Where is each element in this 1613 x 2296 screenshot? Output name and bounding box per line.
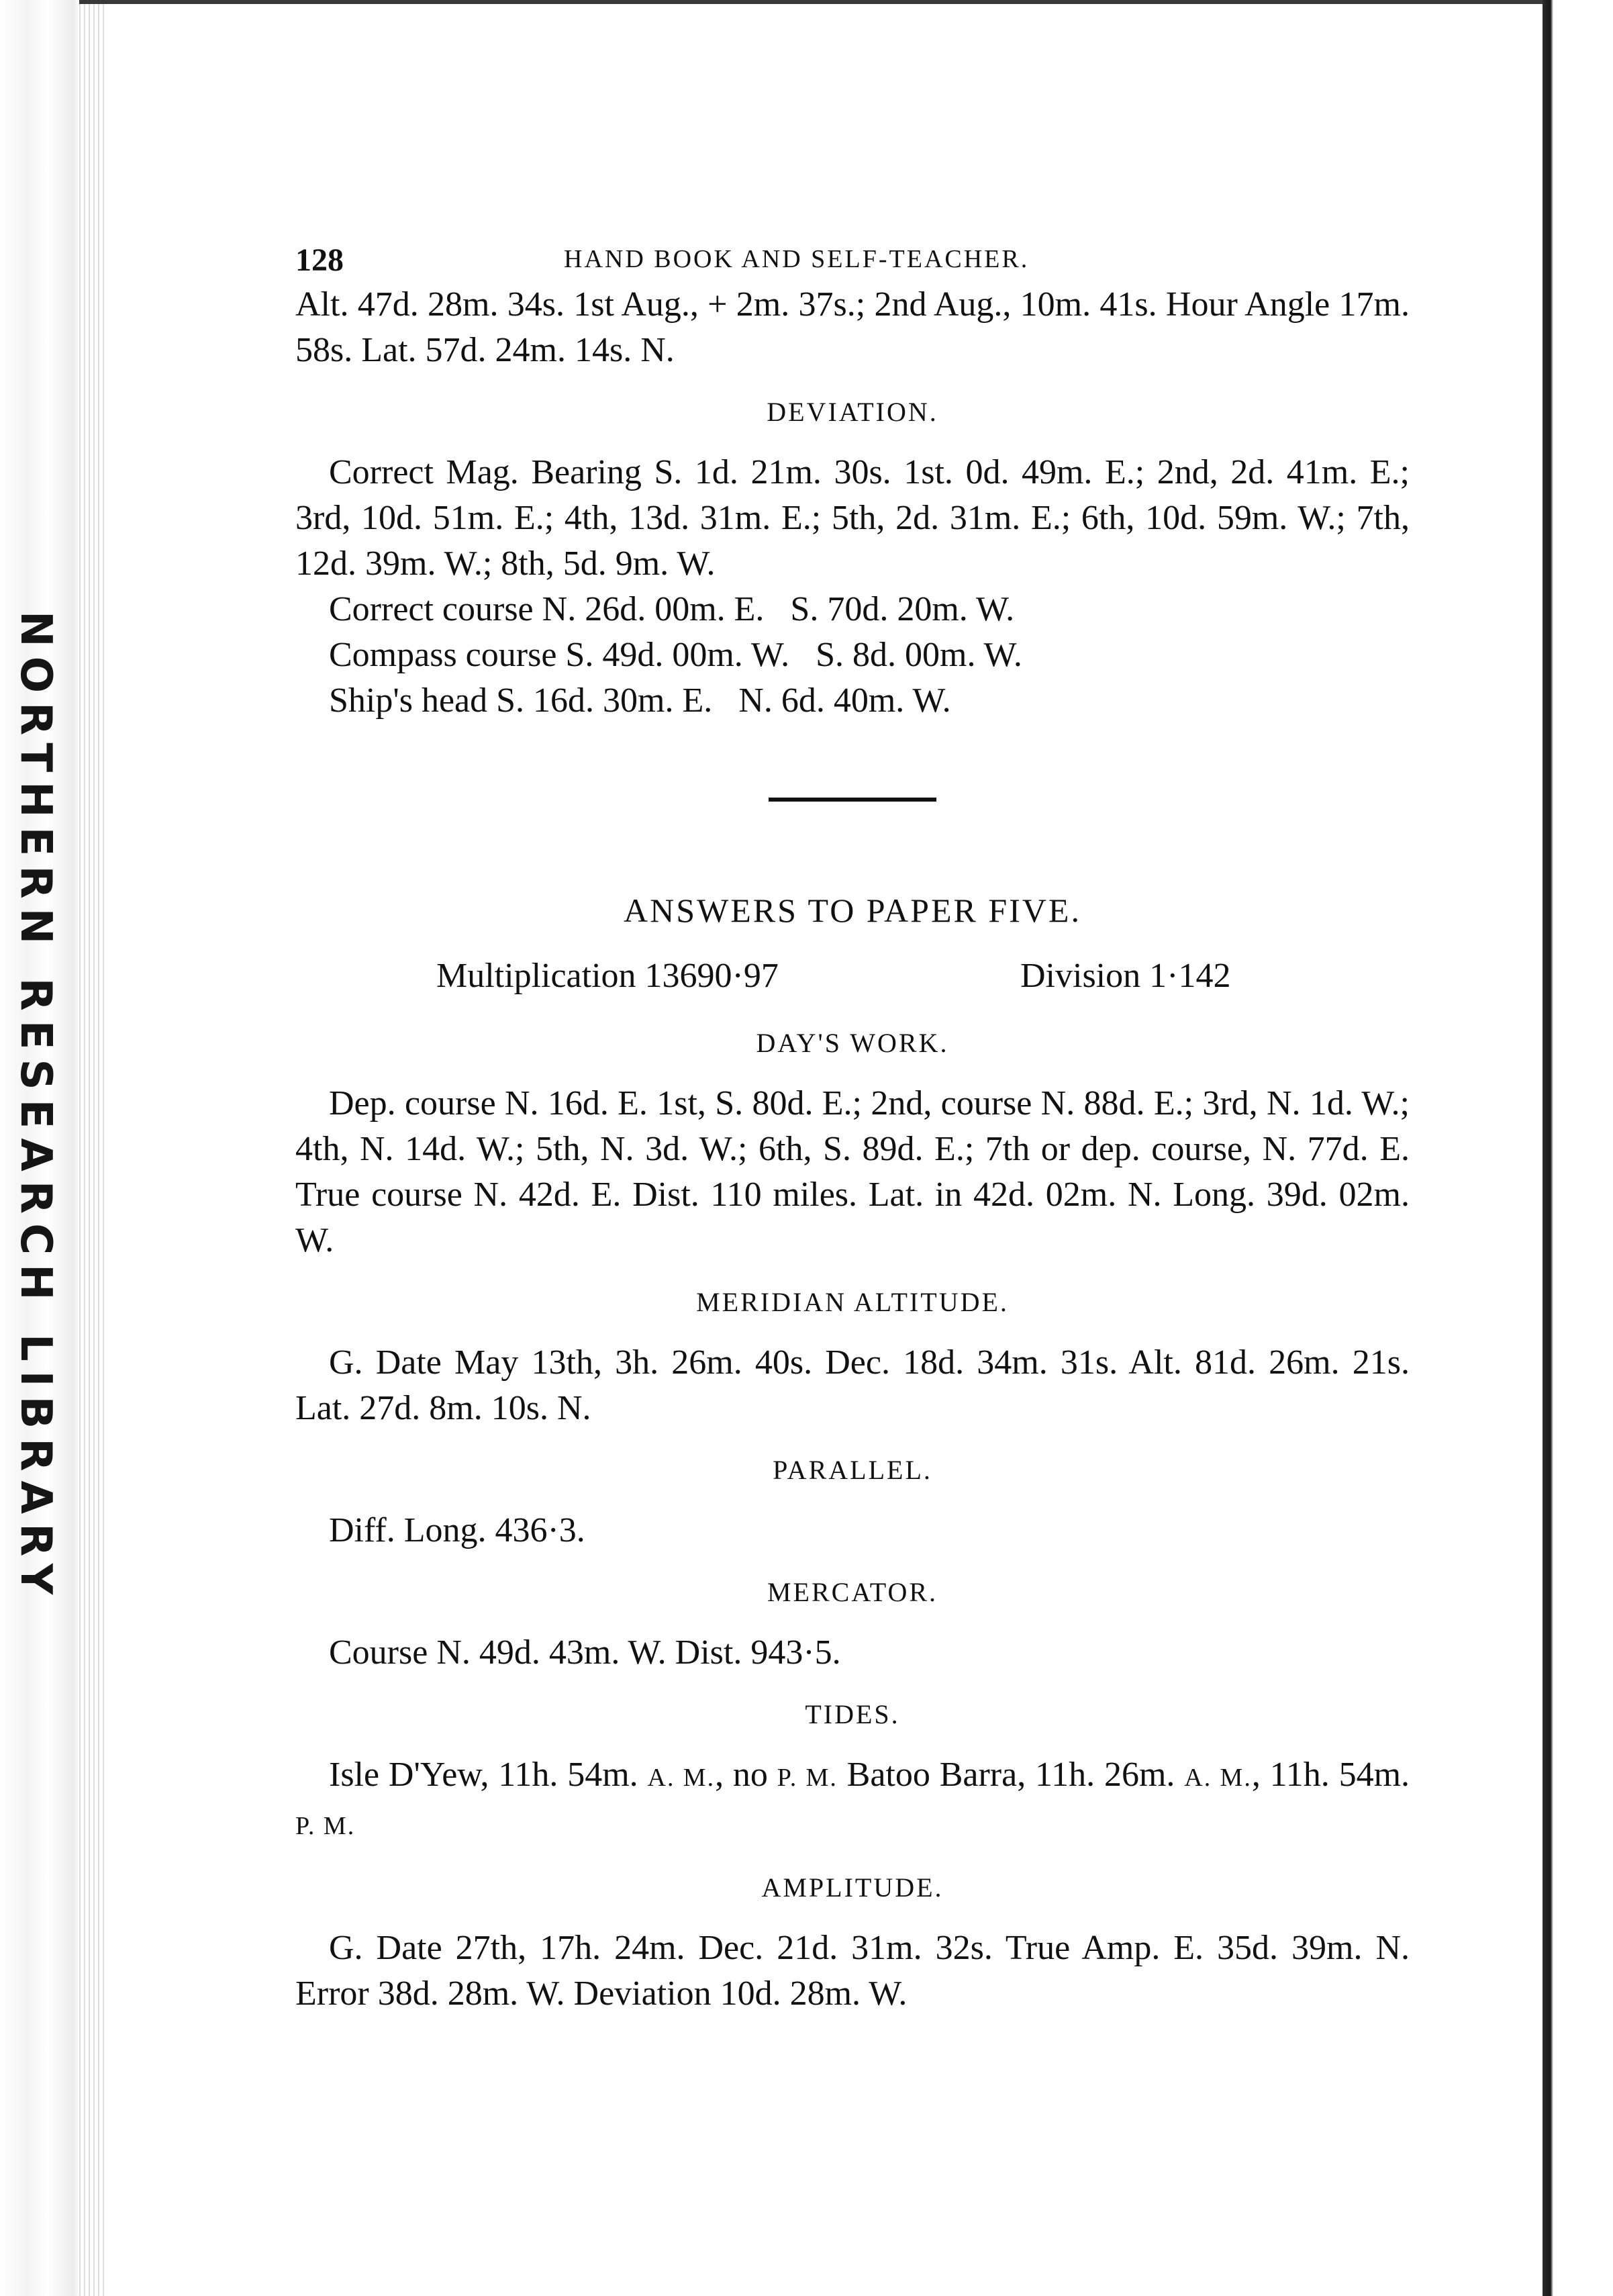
- section-divider: [769, 798, 936, 802]
- mercator-heading: MERCATOR.: [767, 1577, 938, 1607]
- multiplication-division-row: [295, 956, 1410, 1004]
- right-page-edge: [1543, 0, 1613, 2296]
- top-page-edge: [79, 0, 1543, 4]
- tides-text: , no: [715, 1756, 768, 1794]
- deviation-line: Compass course S. 49d. 00m. W. S. 8d. 00m. W.: [329, 636, 1022, 674]
- book-page: [295, 228, 1410, 2017]
- tides-text: , 11h. 54m.: [1251, 1756, 1410, 1794]
- parallel-heading: PARALLEL.: [773, 1455, 932, 1485]
- library-stamp: NORTHERN RESEARCH LIBRARY: [11, 611, 60, 1605]
- tides-paragraph: [295, 1752, 1410, 1849]
- pm-abbrev: P. M.: [295, 1812, 356, 1840]
- deviation-paragraph: Correct Mag. Bearing S. 1d. 21m. 30s. 1st. 0d. 49m. E.; 2nd, 2d. 41m. E.; 3rd, 10d. 51m. E.; 4th, 13d. 31m. E.; 5th, 2d. 31m. E.; 6th, 10d. 59m. W.; 7th, 12d. 39m. W.; 8th, 5d. 9m. W.: [295, 453, 1410, 583]
- days-work-paragraph: Dep. course N. 16d. E. 1st, S. 80d. E.; 2nd, course N. 88d. E.; 3rd, N. 1d. W.; 4th, N. 14d. W.; 5th, N. 3d. W.; 6th, S. 89d. E.; 7th or dep. course, N. 77d. E. True course N. 42d. E. Dist. 110 miles. Lat. in 42d. 02m. N. Long. 39d. 02m. W.: [295, 1084, 1410, 1259]
- tides-heading: TIDES.: [805, 1699, 900, 1729]
- deviation-heading: DEVIATION.: [767, 397, 938, 427]
- am-abbrev: A. M.: [647, 1764, 716, 1792]
- parallel-paragraph: Diff. Long. 436·3.: [329, 1511, 585, 1549]
- amplitude-paragraph: G. Date 27th, 17h. 24m. Dec. 21d. 31m. 32s. True Amp. E. 35d. 39m. N. Error 38d. 28m. W. Deviation 10d. 28m. W.: [295, 1929, 1410, 2013]
- page-number: 128: [295, 242, 344, 278]
- amplitude-heading: AMPLITUDE.: [761, 1872, 944, 1903]
- mercator-paragraph: Course N. 49d. 43m. W. Dist. 943·5.: [329, 1633, 841, 1672]
- division-answer: Division 1·142: [1020, 957, 1231, 995]
- intro-paragraph: Alt. 47d. 28m. 34s. 1st Aug., + 2m. 37s.; 2nd Aug., 10m. 41s. Hour Angle 17m. 58s. Lat. 57d. 24m. 14s. N.: [295, 285, 1410, 369]
- tides-text: Isle D'Yew, 11h. 54m.: [329, 1756, 638, 1794]
- page-header: [295, 228, 1410, 282]
- days-work-heading: DAY'S WORK.: [756, 1028, 949, 1058]
- deviation-line: Ship's head S. 16d. 30m. E. N. 6d. 40m. W.: [329, 681, 951, 720]
- meridian-altitude-paragraph: G. Date May 13th, 3h. 26m. 40s. Dec. 18d. 34m. 31s. Alt. 81d. 26m. 21s. Lat. 27d. 8m. 10s. N.: [295, 1343, 1410, 1427]
- tides-text: Batoo Barra, 11h. 26m.: [837, 1756, 1175, 1794]
- answers-title: ANSWERS TO PAPER FIVE.: [624, 892, 1081, 929]
- page-stack-lines: [79, 0, 106, 2296]
- meridian-altitude-heading: MERIDIAN ALTITUDE.: [696, 1287, 1009, 1317]
- am-abbrev: A. M.: [1184, 1764, 1252, 1792]
- deviation-line: Correct course N. 26d. 00m. E. S. 70d. 20m. W.: [329, 590, 1015, 628]
- pm-abbrev: P. M.: [777, 1764, 838, 1792]
- running-title: HAND BOOK AND SELF-TEACHER.: [564, 245, 1030, 273]
- multiplication-answer: Multiplication 13690·97: [436, 957, 779, 995]
